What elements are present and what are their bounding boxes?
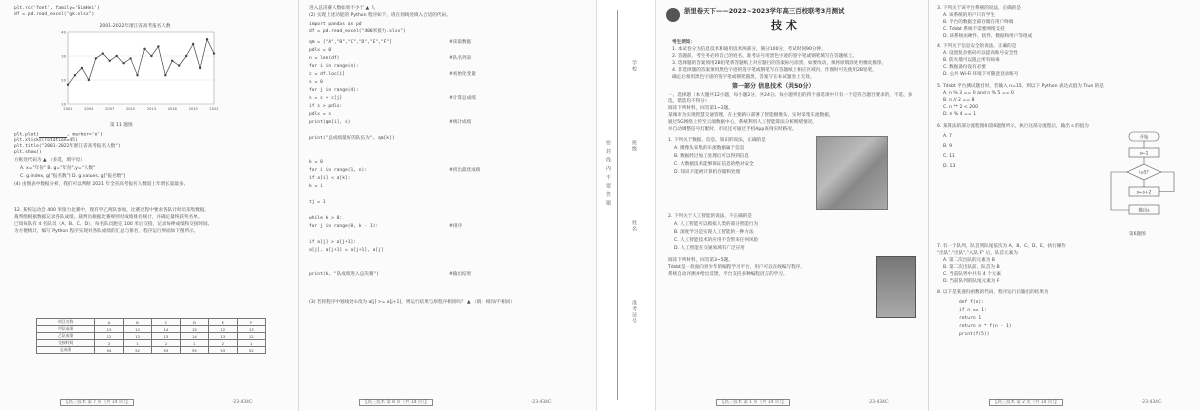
footer-code: ·23-434C· — [531, 400, 553, 405]
field-label-id: 准考证号 — [631, 300, 637, 324]
code-comment: #找出最优成绩 — [449, 168, 481, 173]
text-line: 裁判组根据数据记录各队成绩。裁判员根据比赛规则对成绩排名统计，并确定最终获奖名单。 — [14, 215, 203, 220]
table-header-cell: 项目名称 — [37, 319, 95, 326]
satellite-photo — [816, 136, 888, 210]
text-line: (3) 若将程序中划线处①改为 a[j] >= a[j+1]，则运行结果与原程序相同吗？ ▲ （填：相同/不相同） — [309, 300, 515, 305]
question-line: 5. Tdsbt 平台测试题目时，若输入 n=15，则以下 Python 表达式值为 True 的是 — [937, 84, 1104, 89]
code-line: print(qm[i], s) — [309, 120, 351, 125]
x-tick-label: 2007 — [105, 107, 115, 111]
option-line: B. 防火墙可以阻止所有病毒 — [943, 58, 1000, 63]
option-line: B. 第二次出队前，队首为 B — [943, 265, 1000, 270]
code-line: n = len(df) — [309, 56, 340, 61]
code-line: s = s + c[j] — [309, 96, 343, 101]
code-line: while k > 0: — [309, 216, 343, 221]
code-comment: #排序 — [449, 224, 463, 229]
field-label-school: 学校 — [631, 60, 637, 72]
option-line: D. 公共 Wi-Fi 环境下可随意登录账号 — [943, 72, 1019, 77]
code-line: df = pd.read_excel("400米接力.xlsx") — [309, 29, 406, 34]
code-line: s = 0 — [309, 80, 323, 85]
table-cell: 总成绩 — [37, 347, 95, 354]
exam-page-7 — [0, 0, 298, 411]
option-line: C. n ** 2 < 200 — [943, 105, 979, 110]
table-cell: 12 — [237, 333, 265, 340]
data-point — [171, 60, 173, 62]
data-point — [81, 67, 83, 69]
code-comment: #统计成绩 — [449, 120, 472, 125]
y-tick-label: 40 — [61, 29, 66, 35]
option-line: B. n // 2 == 8 — [943, 98, 975, 103]
option-line: D. 当前队列的队尾元素为 F — [943, 279, 1000, 284]
table-header-cell: B — [123, 319, 151, 326]
table-cell: 13 — [152, 333, 180, 340]
table-cell: 54 — [95, 347, 123, 354]
code-comment: #读取数据 — [449, 40, 472, 45]
question-line: 7. 有一个队列，队首到队尾依次为 A、B、C、D、E，执行操作 — [937, 244, 1066, 249]
text-line: 进入总决赛人数如果不少于 ▲ 人 — [309, 6, 376, 11]
table-cell: 甲队成绩 — [37, 326, 95, 333]
flow-node-label: s←s+2 — [1136, 190, 1152, 196]
code-line: for j in range(0, k - 1): — [309, 224, 379, 229]
text-line: 12. 某校运动会 400 米接力比赛中，现有甲乙两队参加，比赛过程中要求各队计时员采集数据， — [14, 208, 210, 213]
data-point — [122, 62, 124, 64]
exam-page-1 — [656, 0, 928, 411]
material-line: 阅读下列材料，回答第1~2题。 — [668, 106, 733, 111]
seal-text: 密 封 线 内 不 要 答 题 — [605, 140, 611, 207]
flowchart-caption: 第6题图 — [1129, 232, 1146, 237]
option-line: B. 9 — [943, 144, 952, 149]
y-tick-label: 30 — [61, 53, 66, 59]
code-line: if n == 1: — [959, 308, 987, 313]
exam-page-8 — [298, 0, 596, 411]
data-point — [88, 79, 90, 81]
footer-page-number: 【高三技术 第 7 页（共 14 页）】 — [60, 399, 134, 406]
option-line: A. 人工智能可以模拟人类的部分智能行为 — [674, 222, 759, 227]
data-point — [95, 57, 97, 59]
code-comment: #队名列表 — [449, 56, 472, 61]
x-tick-label: 2001 — [63, 107, 73, 111]
text-line: (2) 实现上述功能的 Python 程序如下，请在划线处填入合适的代码。 — [309, 13, 451, 18]
code-line: k = 0 — [309, 160, 323, 165]
footer-code: ·23-434C· — [232, 400, 254, 405]
chart-caption: 第 11 题图 — [110, 123, 133, 128]
page-footer — [359, 399, 433, 405]
notice-line: 1. 本试卷分为信息技术和通用技术两部分，满分100分，考试时间90分钟。 — [672, 47, 826, 52]
code-line: qm = ["A","B","C","D","E","F"] — [309, 40, 392, 45]
code-comment: #计算总成绩 — [449, 96, 476, 101]
table-cell: 交接时间 — [37, 340, 95, 347]
data-point — [178, 64, 180, 66]
code-line: if a[i] < a[k]: — [309, 176, 351, 181]
code-line: def f(n): — [959, 300, 984, 305]
table-cell: 2 — [152, 340, 180, 347]
table-cell: 52 — [123, 347, 151, 354]
notice-line: 2. 答题前，考生务必将自己的姓名、准考证号用黑色字迹的签字笔或钢笔填写在答题纸上。 — [672, 54, 858, 59]
page-footer — [989, 399, 1063, 405]
option-line: C. Tdsbt 系统不需要网络支持 — [943, 27, 1005, 32]
option-line: A. 7 — [943, 134, 952, 139]
code-comment: #输出结果 — [449, 272, 472, 277]
code-line: for j in range(4): — [309, 88, 359, 93]
material-line: 某城市为实现智慧交通管理，在主要路口部署了智能摄像头，实时采集车流数据， — [668, 113, 834, 118]
field-label-name: 姓名 — [631, 220, 637, 232]
seal-gutter — [596, 0, 656, 411]
footer-page-number: 【高三技术 第 8 页（共 14 页）】 — [359, 399, 433, 406]
data-point — [213, 52, 215, 54]
data-point — [206, 38, 208, 40]
flowchart-svg — [1099, 130, 1189, 230]
code-line: if a[j] > a[j+1]: — [309, 240, 357, 245]
option-line: D. 该系统由硬件、软件、数据和用户等组成 — [943, 34, 1033, 39]
footer-page-number: 【高三技术 第 2 页（共 14 页）】 — [989, 399, 1063, 406]
code-line: for i in range(1, n): — [309, 168, 368, 173]
exam-page-2 — [928, 0, 1200, 411]
x-tick-label: 2013 — [146, 107, 157, 111]
table-cell: 13 — [95, 326, 123, 333]
notice-title: 考生须知： — [672, 40, 695, 45]
table-cell: 13 — [209, 333, 237, 340]
text-line: 为方便统计，编写 Python 程序实现对各队成绩的汇总与排名，程序运行界面如下图所示。 — [14, 229, 199, 234]
notice-line: 3. 选择题的答案须用2B铅笔将答题纸上对应题目的答案标号涂黑，如要改动，须将原填涂处用橡皮擦净。 — [672, 61, 887, 66]
option-line: B. 深度学习是实现人工智能的一种方法 — [674, 230, 754, 235]
text-line: 已知每队有 4 名队员（A、B、C、D），每名队员跑完 100 米后交接，记录每棒成绩和交接时间。 — [14, 222, 213, 227]
data-point — [192, 43, 194, 45]
code-line: a[j], a[j+1] = a[j+1], a[j] — [309, 248, 384, 253]
table-cell: 55 — [180, 347, 208, 354]
seal-line — [617, 10, 618, 400]
question-line: 1. 下列关于数据、信息、知识的说法，正确的是 — [668, 138, 766, 143]
y-tick-label: 20 — [61, 77, 66, 83]
code-line: c = df.loc[i] — [309, 72, 345, 77]
text-line: (4) 由图表中数据分析，我们可以判断 2021 年全省高考报名人数较上年增长量最多。 — [14, 182, 189, 187]
question-line: 6. 某算法的部分流程图如第6题图所示，执行这部分流程后，输出 s 的值为 — [937, 124, 1089, 129]
option-line: C. 11 — [943, 154, 955, 159]
data-point — [129, 57, 131, 59]
x-tick-label: 2004 — [84, 107, 94, 111]
table-header-cell: A — [95, 319, 123, 326]
table-cell: 13 — [123, 333, 151, 340]
notice-line: 确定后须用黑色字迹的签字笔或钢笔描黑，答案写在本试题卷上无效。 — [672, 75, 815, 80]
page-footer — [716, 399, 790, 405]
option-line: A. 摄像头采集的车流数据属于信息 — [674, 146, 745, 151]
option-line: D. 13 — [943, 164, 956, 169]
option-line: A. 第二次出队的元素为 B — [943, 258, 995, 263]
table-row — [37, 340, 266, 347]
flow-node-label: s←1 — [1139, 151, 1149, 157]
section-title: 第一部分 信息技术（共50分） — [732, 83, 815, 90]
table-header-cell: D — [180, 319, 208, 326]
option-line: B. 数据经过加工处理后可以得到信息 — [674, 154, 749, 159]
option-line: A. 设置复杂密码可以提高账号安全性 — [943, 51, 1018, 56]
chart-title: 2001-2022年浙江省高考报名人数 — [99, 24, 171, 29]
page-footer — [60, 399, 134, 405]
footer-page-number: 【高三技术 第 1 页（共 14 页）】 — [716, 399, 790, 406]
option-line: C. 大数据技术能够保证信息的绝对安全 — [674, 162, 754, 167]
material-line: 系统自动评测并给出反馈，平台支持多种编程语言的学习。 — [668, 272, 788, 277]
question-line: 2. 下列关于人工智能的说法，不正确的是 — [668, 214, 752, 219]
table-cell: 12 — [95, 333, 123, 340]
table-header-cell: F — [237, 319, 265, 326]
code-line: pdlx = 0 — [309, 48, 332, 53]
code-line: pdlx = s — [309, 112, 332, 117]
section-intro: 一、选择题（本大题共12小题，每小题2分，共24分。每小题列出的四个备选项中只有一个是符合题目要求的，不选、多选、错选均不得分） — [668, 93, 913, 104]
flow-exit — [1111, 172, 1129, 210]
code-line: return n * f(n - 1) — [959, 324, 1012, 329]
code-line: k = i — [309, 184, 323, 189]
question-line: 8. 以下是某递归函数的代码，程序运行后输出的结果为 — [937, 290, 1049, 295]
code-line: plt.plot( , marker='o') — [14, 132, 103, 138]
chart-plot-area — [68, 32, 214, 104]
table-row — [37, 333, 266, 340]
data-point — [164, 74, 166, 76]
code-line: for i in range(n): — [309, 64, 359, 69]
table-cell: 12 — [209, 326, 237, 333]
option-line: C. 当前队列中共有 4 个元素 — [943, 272, 1001, 277]
question-line: 3. 下列关于该平台系统的说法，正确的是 — [937, 6, 1021, 11]
question-line: "出队","出队","入队 F" 后，队首元素为 — [937, 251, 1018, 256]
table-cell: 1 — [237, 340, 265, 347]
notice-line: 4. 非选择题的答案须用黑色字迹的签字笔或钢笔写在答题纸上相应区域内，作图时可先使用2B铅笔， — [672, 68, 877, 73]
option-line: A. 该系统的用户只有学生 — [943, 13, 995, 18]
option-line: A. n % 3 == 0 and n % 5 == 0 — [943, 91, 1014, 96]
flow-loop — [1159, 172, 1174, 192]
option-line: C. 人工智能技术的应用不会带来任何风险 — [674, 238, 759, 243]
flow-node-label: i≤5? — [1139, 169, 1149, 175]
subject-title: 技 术 — [771, 19, 797, 32]
table-row — [37, 347, 266, 354]
table-cell: 乙队成绩 — [37, 333, 95, 340]
x-tick-label: 2022 — [209, 107, 219, 111]
table-cell: 2 — [209, 340, 237, 347]
option-line: B. 平台的数据全部存储在用户终端 — [943, 20, 1014, 25]
data-point — [74, 74, 76, 76]
data-point — [150, 55, 152, 57]
code-line: df = pd.read_excel("gk.xlsx") — [14, 12, 95, 17]
table-header-cell: C — [152, 319, 180, 326]
table-cell: 1 — [180, 340, 208, 347]
material-line: Tdsbt是一款面向青少年的编程学习平台，用户可以在线编写程序， — [668, 265, 805, 270]
flow-node-label: 输出s — [1138, 208, 1150, 214]
x-tick-label: 2016 — [167, 107, 177, 111]
data-point — [157, 45, 159, 47]
data-point — [115, 55, 117, 57]
text-line: plt.show() — [14, 150, 42, 155]
table-cell: 14 — [180, 333, 208, 340]
data-point — [143, 48, 145, 50]
material-line: 阅读下列材料，回答第3~5题。 — [668, 258, 733, 263]
code-line: return 1 — [959, 316, 982, 321]
code-comment: #初始化变量 — [449, 72, 476, 77]
option-line: D. 人工智能在交通领域有广泛应用 — [674, 246, 745, 251]
data-point — [67, 84, 69, 86]
table-cell: 1 — [123, 340, 151, 347]
line-chart — [50, 20, 220, 120]
data-point — [109, 60, 111, 62]
table-cell: 2 — [95, 340, 123, 347]
field-label-class: 班级 — [631, 140, 637, 152]
text-line: 方框处代码为 ▲ （多选，填字母） — [14, 158, 85, 163]
y-tick-label: 10 — [61, 101, 66, 107]
code-line: tj = 1 — [309, 200, 326, 205]
data-point — [136, 74, 138, 76]
option-line: D. n % 4 == 1 — [943, 112, 977, 117]
app-screenshot — [876, 256, 916, 318]
x-tick-label: 2019 — [188, 107, 198, 111]
question-line: 4. 下列关于信息安全的说法，正确的是 — [937, 44, 1017, 49]
flow-node-label: 开始 — [1139, 135, 1149, 141]
table-header-cell: E — [209, 319, 237, 326]
footer-code: ·23-434C· — [1141, 400, 1163, 405]
code-line: if s > pdlx: — [309, 104, 343, 109]
footer-code: ·23-434C· — [868, 400, 890, 405]
table-row — [37, 326, 266, 333]
code-line: plt.xticks(rotation=45) — [14, 138, 78, 143]
table-cell: 52 — [237, 347, 265, 354]
code-line: print("总成绩最好的队伍为", qm[k]) — [309, 136, 395, 141]
option-line: D. 知识不能被计算机存储和处理 — [674, 170, 741, 175]
code-line: plt.rc('font', family='SimHei') — [14, 6, 100, 11]
option-line: C. g.index, g["报名数"] D. g.values, g["报名数"] — [20, 174, 126, 179]
table-cell: 15 — [180, 326, 208, 333]
table-cell: 12 — [123, 326, 151, 333]
flowchart — [1099, 130, 1189, 230]
table-cell: 13 — [237, 326, 265, 333]
table-cell: 53 — [209, 347, 237, 354]
data-point — [185, 55, 187, 57]
option-line: A. x="年份" B. g="年份",y="人数" — [20, 166, 96, 171]
exam-logo — [666, 8, 680, 22]
data-point — [199, 67, 201, 69]
table-cell: 53 — [152, 347, 180, 354]
exam-header: 浙里卷天下——2022~2023学年高三百校联考3月测试 — [684, 7, 845, 15]
x-tick-label: 2010 — [125, 107, 136, 111]
code-line: print(k, "队成绩进入总决赛") — [309, 272, 379, 277]
line-chart-svg — [50, 20, 220, 120]
text-line: plt.title("2001-2022年浙江省高考报名人数") — [14, 144, 121, 149]
table-cell: 14 — [152, 326, 180, 333]
code-line: print(f(5)) — [959, 332, 990, 337]
material-line: 通过5G网络上传至云端数据中心，系统利用人工智能算法分析拥堵情况， — [668, 120, 817, 125]
material-line: 并自动调整信号灯配时，市民还可通过手机App查询实时路况。 — [668, 127, 797, 132]
code-line: import pandas as pd — [309, 22, 362, 27]
score-table — [36, 318, 266, 354]
data-point — [102, 52, 104, 54]
option-line: C. 数据备份没有必要 — [943, 65, 986, 70]
table-header-row — [37, 319, 266, 326]
